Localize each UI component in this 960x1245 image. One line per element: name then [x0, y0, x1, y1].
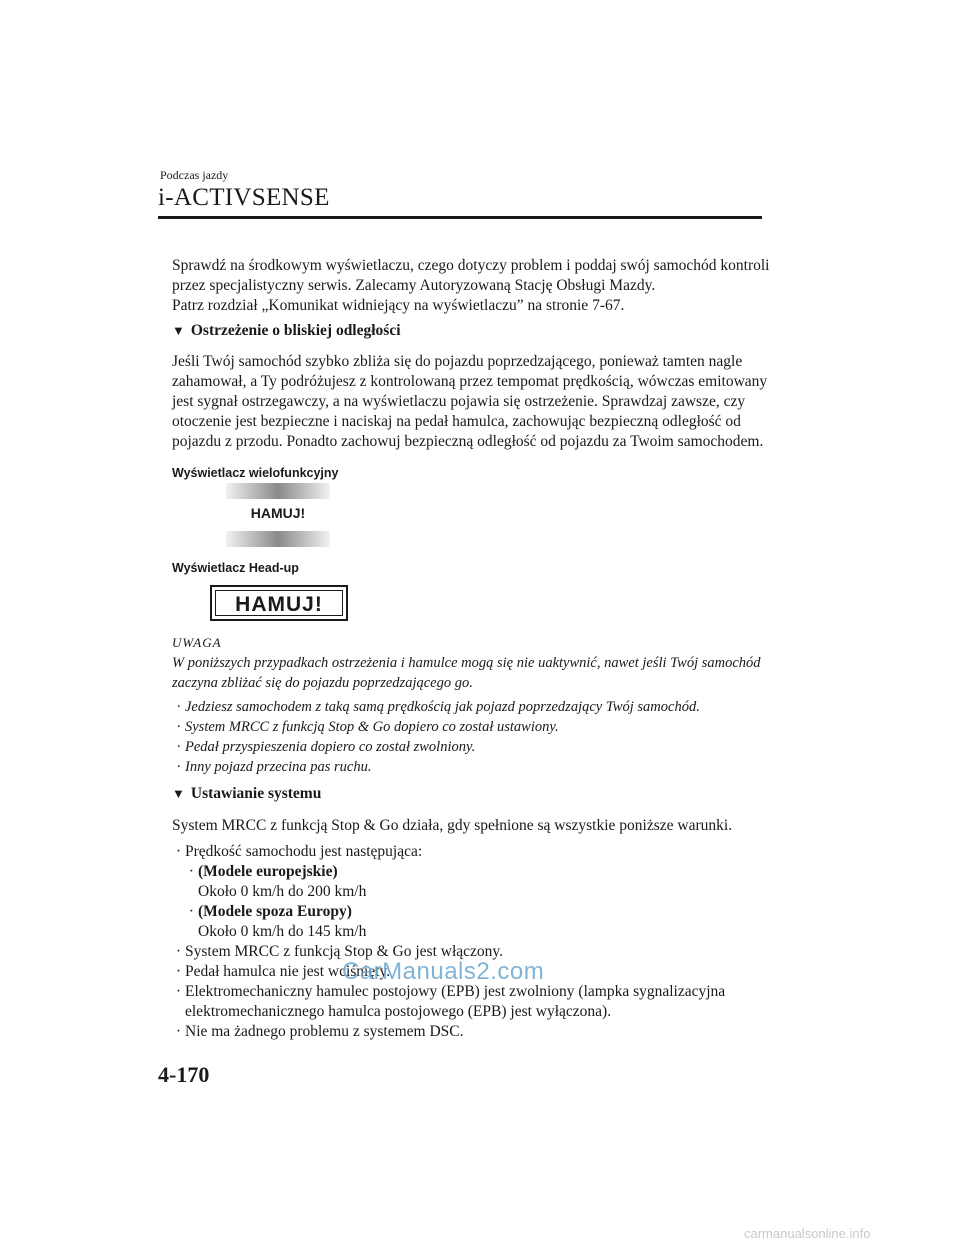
multi-display-top-band — [226, 483, 330, 499]
bullet-icon: · — [175, 963, 182, 980]
list-item-text: Pedał hamulca nie jest wciśnięty. — [185, 963, 391, 980]
bullet-icon: · — [188, 903, 195, 920]
proximity-warning-body: Jeśli Twój samochód szybko zbliża się do pojazdu poprzedzającego, ponieważ tamten nagle zahamował, a Ty podróżujesz z kontrolowaną przez tempomat prędkością, wówczas emitowany jest sygnał ostrzegawczy, a na wyświetlaczu pojawia się ostrzeżenie. Sprawdzaj zawsze, czy otoczenie jest bezpieczne i naciskaj na pedał hamulca, zachowując bezpieczną odległość od pojazdu z przodu. Ponadto zachowuj bezpieczną odległość od pojazdu za Twoim samochodem. — [172, 353, 768, 450]
list-item-text: System MRCC z funkcją Stop & Go jest włączony. — [185, 943, 504, 960]
list-item-text: Pedał przyspieszenia dopiero co został zwolniony. — [185, 739, 476, 755]
list-item-text: Elektromechaniczny hamulec postojowy (EPB) jest zwolniony (lampka sygnalizacyjna elektromechanicznego hamulca postojowego (EPB) jest wyłączona). — [185, 983, 726, 1020]
bullet-icon: · — [176, 719, 181, 735]
triangle-down-icon: ▼ — [172, 323, 185, 338]
note-bullet-list — [172, 697, 772, 777]
note-block — [172, 633, 772, 693]
hud-warning-frame — [210, 585, 348, 621]
note-label: UWAGA — [172, 635, 222, 650]
intro-text: Sprawdź na środkowym wyświetlaczu, czego dotyczy problem i poddaj swój samochód kontroli przez specjalistyczny serwis. Zalecamy Autoryzowaną Stację Obsługi Mazdy. — [172, 257, 770, 294]
european-speed-range: Około 0 km/h do 200 km/h — [198, 883, 367, 900]
note-text: W poniższych przypadkach ostrzeżenia i hamulce mogą się nie uaktywnić, nawet jeśli Twój samochód zaczyna zbliżać się do pojazdu poprzedzającego go. — [172, 655, 761, 691]
system-settings-heading-text: Ustawianie systemu — [190, 785, 322, 802]
bullet-icon: · — [176, 739, 181, 755]
multi-display-bottom-band — [226, 531, 330, 547]
bullet-icon: · — [175, 983, 182, 1000]
hud-label: Wyświetlacz Head-up — [172, 561, 299, 575]
multi-display-warning-text: HAMUJ! — [250, 505, 306, 521]
list-item — [172, 697, 772, 717]
list-item-text: (Modele europejskie) — [198, 863, 338, 880]
footer-watermark: carmanualsonline.info — [744, 1226, 871, 1241]
list-item-text: System MRCC z funkcją Stop & Go dopiero co został ustawiony. — [185, 719, 559, 735]
list-item — [172, 737, 772, 757]
bullet-icon: · — [176, 759, 181, 775]
list-item — [185, 862, 772, 882]
intro-paragraph — [172, 256, 772, 316]
page-title: i-ACTIVSENSE — [158, 184, 330, 211]
triangle-down-icon: ▼ — [172, 786, 185, 801]
list-item — [172, 717, 772, 737]
page-number: 4-170 — [158, 1062, 210, 1087]
list-item — [172, 757, 772, 777]
conditions-list — [172, 842, 772, 1042]
list-item-text: Nie ma żadnego problemu z systemem DSC. — [185, 1023, 464, 1040]
list-item-text: (Modele spoza Europy) — [198, 903, 352, 920]
proximity-warning-heading-text: Ostrzeżenie o bliskiej odległości — [190, 322, 401, 339]
watermark-text: CarManuals2.com — [342, 958, 545, 985]
hud-warning-text: HAMUJ! — [215, 590, 343, 616]
system-settings-heading — [172, 785, 321, 803]
list-item — [172, 842, 772, 862]
multi-display-label: Wyświetlacz wielofunkcyjny — [172, 466, 339, 480]
bullet-icon: · — [188, 863, 195, 880]
speed-sublist — [172, 862, 772, 942]
list-item — [185, 902, 772, 922]
list-item — [172, 1022, 772, 1042]
bullet-icon: · — [175, 843, 182, 860]
non-european-speed-range: Około 0 km/h do 145 km/h — [198, 923, 367, 940]
section-label: Podczas jazdy — [160, 168, 229, 182]
bullet-icon: · — [176, 699, 181, 715]
proximity-warning-heading — [172, 322, 401, 340]
bullet-icon: · — [175, 1023, 182, 1040]
list-item-text: Prędkość samochodu jest następująca: — [185, 843, 423, 860]
system-settings-body: System MRCC z funkcją Stop & Go działa, gdy spełnione są wszystkie poniższe warunki. — [172, 817, 733, 834]
bullet-icon: · — [175, 943, 182, 960]
title-divider — [158, 216, 762, 219]
list-item-text: Jedziesz samochodem z taką samą prędkością jak pojazd poprzedzający Twój samochód. — [185, 699, 700, 715]
list-item — [172, 982, 772, 1022]
list-item-text: Inny pojazd przecina pas ruchu. — [185, 759, 372, 775]
intro-reference: Patrz rozdział „Komunikat widniejący na wyświetlaczu” na stronie 7-67. — [172, 297, 625, 314]
